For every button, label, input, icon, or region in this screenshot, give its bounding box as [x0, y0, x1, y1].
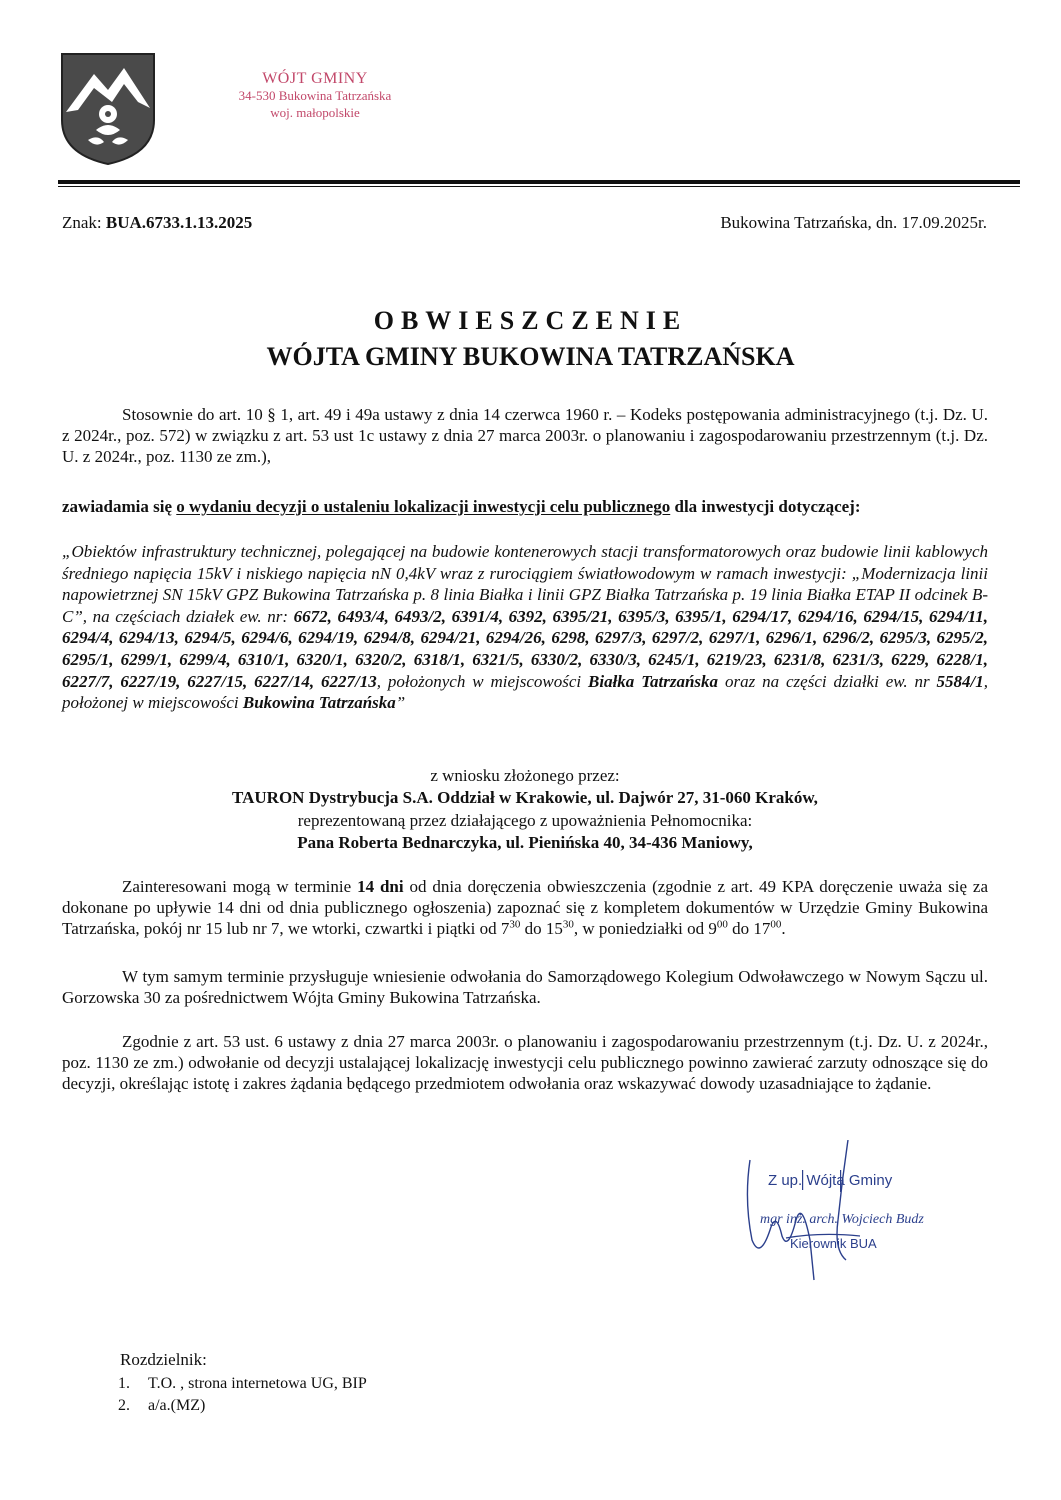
signature-authorization: Z up. Wójta Gminy: [768, 1172, 893, 1189]
parcel-bukowina: 5584/1: [936, 671, 984, 691]
appeal-paragraph: W tym samym terminie przysługuje wniesienie odwołania do Samorządowego Kolegium Odwoławczego w Nowym Sączu ul. Gorzowska 30 za pośrednictwem Wójta Gminy Bukowina Tatrzańska.: [62, 967, 988, 1007]
p3-sup2: 30: [562, 918, 574, 931]
p3-a: Zainteresowani mogą w terminie: [122, 877, 358, 896]
place-date: Bukowina Tatrzańska, dn. 17.09.2025r.: [720, 213, 987, 232]
p3-sup3: 00: [716, 918, 728, 931]
reference-label: Znak:: [62, 213, 106, 232]
p3-days: 14 dni: [357, 877, 404, 896]
investment-end: ”: [395, 693, 406, 713]
appeal-requirements-paragraph: Zgodnie z art. 53 ust. 6 ustawy z dnia 27 marca 2003r. o planowaniu i zagospodarowaniu przestrzennym (t.j. Dz. U. z 2024r., poz. 1130 ze zm.) odwołanie od decyzji ustalającej lokalizację inwestycji celu publicznego powinno zawierać zarzuty odnoszące się do decyzji, określając istotę i zakres żądania będącego przedmiotem odwołania oraz wskazywać dowody uzasadniające to żądanie.: [62, 1032, 988, 1093]
reference-value: BUA.6733.1.13.2025: [105, 213, 253, 232]
p3-e: do 17: [727, 919, 771, 938]
distribution-item-number: 1.: [118, 1375, 130, 1392]
investment-description: [62, 541, 988, 714]
representative-intro: reprezentowaną przez działającego z upoważnienia Pełnomocnika:: [297, 811, 753, 830]
distribution-item: [118, 1375, 367, 1393]
notice-underlined: o wydaniu decyzji o ustaleniu lokalizacji inwestycji celu publicznego: [176, 497, 671, 516]
place-bukowina: Bukowina Tatrzańska: [242, 693, 396, 713]
place-bialka: Białka Tatrzańska: [588, 671, 719, 691]
investment-mid3: , położonej w miejscowości: [62, 671, 988, 713]
stamp-region: woj. małopolskie: [270, 105, 360, 120]
header-divider: [58, 180, 1020, 184]
p3-b: od dnia doręczenia obwieszczenia (zgodnie z art. 49 KPA doręczenie uważa się za dokonane po upływie 14 dni od dnia publicznego ogłoszenia) zapoznać się z kompletem dokumentów w Urzędzie Gminy Bukowina Tatrzańska, pokój nr 15 lub nr 7, we wtorki, czwartki i piątki od 7: [62, 877, 988, 938]
distribution-item: [118, 1397, 205, 1415]
applicant-intro: z wniosku złożonego przez:: [430, 766, 620, 785]
p3-d: , w poniedziałki od 9: [573, 919, 717, 938]
document-title: OBWIESZCZENIE: [373, 306, 688, 335]
office-stamp: [210, 70, 420, 121]
distribution-item-text: a/a.(MZ): [148, 1397, 206, 1414]
investment-mid2: oraz na części działki ew. nr: [718, 671, 937, 691]
legal-basis-paragraph: Stosownie do art. 10 § 1, art. 49 i 49a ustawy z dnia 14 czerwca 1960 r. – Kodeks postępowania administracyjnego (t.j. Dz. U. z 2024r., poz. 572) w związku z art. 53 ust 1c ustawy z dnia 27 marca 2003r. o planowaniu i zagospodarowaniu przestrzennym (t.j. Dz. U. z 2024r., poz. 1130 ze zm.),: [62, 405, 988, 466]
representative-name: Pana Roberta Bednarczyka, ul. Pienińska 40, 34-436 Maniowy,: [297, 833, 753, 852]
p3-sup4: 00: [770, 918, 782, 931]
notice-before: zawiadamia się: [62, 497, 177, 516]
distribution-item-number: 2.: [118, 1397, 130, 1414]
investment-text: „Obiektów infrastruktury technicznej, polegającej na budowie kontenerowych stacji transformatorowych oraz budowie linii kablowych średniego napięcia 15kV i niskiego napięcia nN 0,4kV wraz z rurociągiem światłowodowym w ramach inwestycji: „Modernizacja linii napowietrznej SN 15kV GPZ Bukowina Tatrzańska p. 8 linia Białka i linii GPZ Białka Tatrzańska p. 19 linia Białka ETAP II odcinek B-C”, na częściach działek ew. nr:: [62, 542, 988, 626]
notice-paragraph: [62, 496, 988, 517]
investment-mid1: , położonych w miejscowości: [376, 671, 589, 691]
reference-number: [62, 213, 252, 233]
applicant-name: TAURON Dystrybucja S.A. Oddział w Krakowie, ul. Dajwór 27, 31-060 Kraków,: [232, 788, 818, 807]
signature-name: mgr inż. arch. Wojciech Budz: [760, 1212, 924, 1227]
p3-c: do 15: [520, 919, 563, 938]
stamp-title: WÓJT GMINY: [262, 70, 368, 87]
notice-after: dla inwestycji dotyczącej:: [670, 497, 861, 516]
header-divider-thin: [58, 186, 1020, 187]
distribution-item-text: T.O. , strona internetowa UG, BIP: [148, 1375, 367, 1392]
mountain-crest-icon: [58, 50, 158, 168]
signature-position: Kierownik BUA: [790, 1236, 877, 1251]
stamp-address: 34-530 Bukowina Tatrzańska: [238, 88, 392, 103]
distribution-title: Rozdzielnik:: [120, 1350, 207, 1369]
inspection-paragraph: [62, 876, 988, 939]
document-subtitle: WÓJTA GMINY BUKOWINA TATRZAŃSKA: [266, 342, 795, 371]
parcel-list: 6672, 6493/4, 6493/2, 6391/4, 6392, 6395/21, 6395/3, 6395/1, 6294/17, 6294/16, 6294/15, 6294/11, 6294/4, 6294/13, 6294/5, 6294/6, 6294/19, 6294/8, 6294/21, 6294/26, 6298, 6297/3, 6297/2, 6297/1, 6296/1, 6296/2, 6295/3, 6295/2, 6295/1, 6299/1, 6299/4, 6310/1, 6320/1, 6320/2, 6318/1, 6321/5, 6330/2, 6330/3, 6245/1, 6219/23, 6231/8, 6231/3, 6229, 6228/1, 6227/7, 6227/19, 6227/15, 6227/14, 6227/13: [62, 606, 988, 691]
p3-f: .: [781, 919, 786, 938]
p3-sup1: 30: [509, 918, 521, 931]
